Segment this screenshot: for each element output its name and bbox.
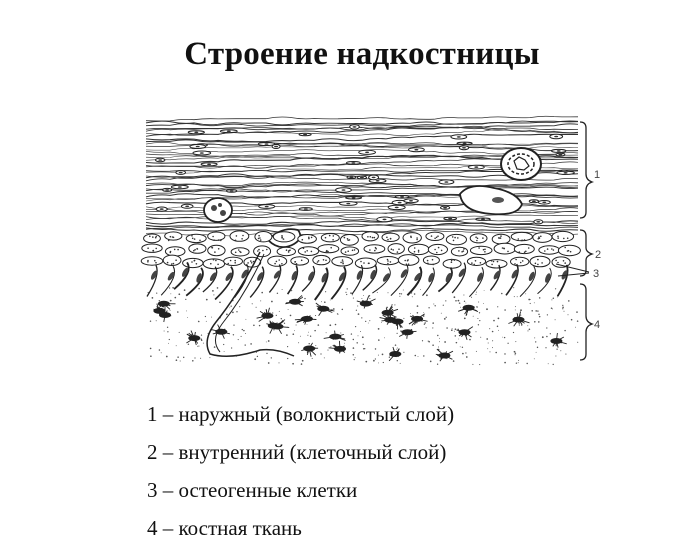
layer-marker-3: 3	[593, 268, 599, 280]
layer-marker-1: 1	[594, 169, 600, 181]
legend-item-outer-layer: 1 – наружный (волокнистый слой)	[147, 395, 454, 433]
periosteum-drawing	[138, 112, 608, 370]
brace-layer-2	[580, 230, 592, 276]
layer-marker-2: 2	[595, 249, 601, 261]
diagram-title: Строение надкостницы	[18, 36, 688, 73]
pointer-3a	[556, 264, 589, 272]
legend-item-bone-tissue: 4 – костная ткань	[147, 509, 454, 547]
periosteum-illustration	[138, 112, 608, 370]
vessel-oval	[460, 186, 522, 214]
layer-marker-4: 4	[594, 319, 600, 331]
legend-item-inner-layer: 2 – внутренний (клеточный слой)	[147, 433, 454, 471]
legend-item-osteogenic-cells: 3 – остеогенные клетки	[147, 471, 454, 509]
legend-list	[147, 395, 454, 547]
cellular-layer-cells	[141, 231, 580, 269]
brace-layer-1	[580, 122, 592, 218]
brace-layer-4	[580, 284, 592, 360]
vessel-small	[204, 198, 232, 222]
vessel-large	[501, 148, 541, 180]
